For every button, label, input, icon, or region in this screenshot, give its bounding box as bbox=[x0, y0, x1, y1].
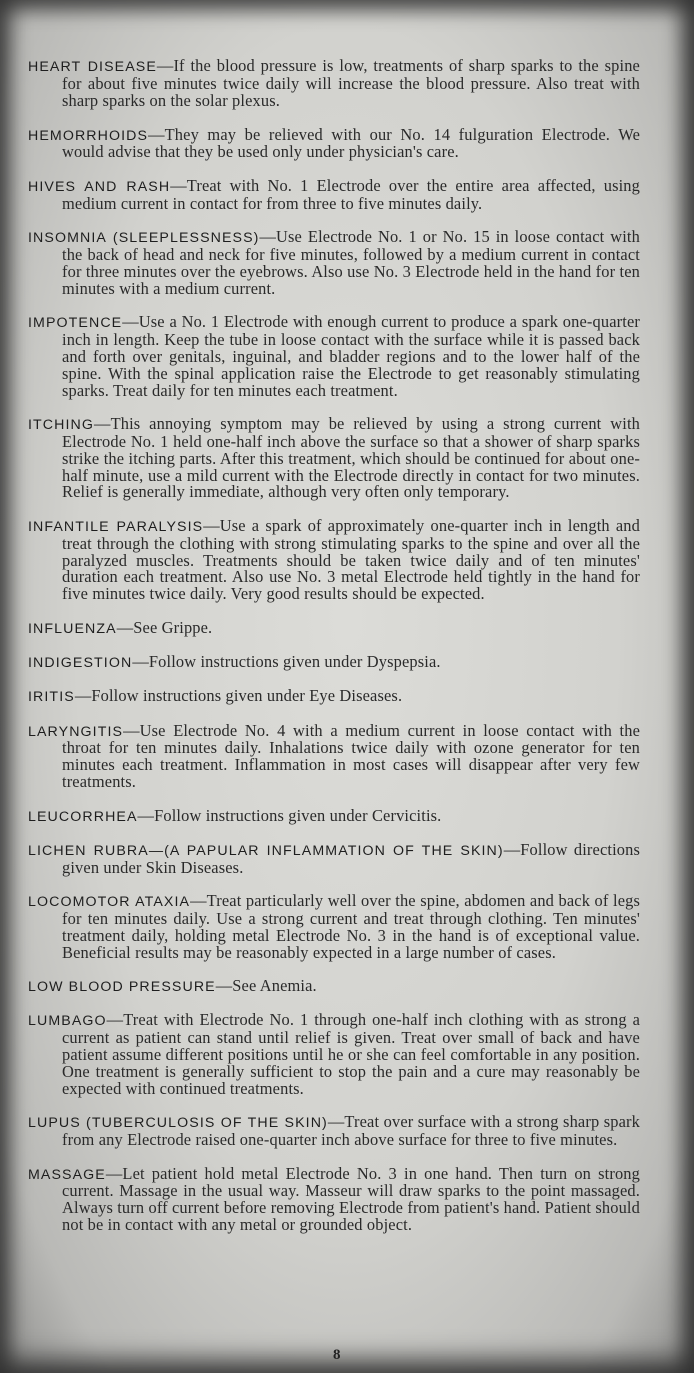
entry-text: This annoying symptom may be relieved by using a strong current with Electrode No. 1 held one-half inch above the surface so that a shower of sharp sparks strike the itching parts. After this treatment, which should be continued for about one-half minute, use a mild current with the Electrode directly in contact for two minutes. Relief is generally immediate, although very often only temporary. bbox=[62, 413, 640, 502]
entry-iritis bbox=[28, 688, 640, 706]
dash: — bbox=[116, 617, 134, 637]
entry-heading: INFANTILE PARALYSIS bbox=[28, 518, 204, 535]
entry-text: Follow instructions given under Eye Diseases. bbox=[91, 686, 403, 706]
dash: — bbox=[156, 56, 174, 76]
entry-heading: HEART DISEASE bbox=[28, 59, 157, 76]
entry-text: Treat with Electrode No. 1 through one-half inch clothing with as strong a current as patient can stand until relief is given. Treat over small of back and have patient assume different positions until he or she can feel comfortable in any position. One treatment is generally sufficient to stop the pain and a cure may reasonably be expected with continued treatments. bbox=[62, 1010, 640, 1099]
entry-heading: LICHEN RUBRA—(A PAPULAR INFLAMMATION OF THE SKIN) bbox=[28, 842, 504, 859]
entry-text: See Anemia. bbox=[232, 976, 317, 996]
dash: — bbox=[132, 651, 149, 671]
entry-text: Use Electrode No. 1 or No. 15 in loose contact with the back of head and neck for five minutes, followed by a medium current in contact for three minutes over the eyebrows. Also use No. 3 Electrode held in the hand for ten minutes with a medium current. bbox=[62, 226, 640, 298]
entry-text: Let patient hold metal Electrode No. 3 in one hand. Then turn on strong current. Massage in the usual way. Masseur will draw sparks to the point massaged. Always turn off current before removing Electrode from patient's hand. Patient should not be in contact with any metal or grounded object. bbox=[62, 1163, 640, 1235]
entry-heading: LEUCORRHEA bbox=[28, 808, 138, 825]
dash: — bbox=[94, 413, 111, 433]
dash: — bbox=[259, 226, 277, 246]
entry-heading: IRITIS bbox=[28, 689, 75, 706]
entry-text: They may be relieved with our No. 14 fulguration Electrode. We would advise that they be used only under physician's care. bbox=[62, 124, 640, 162]
entry-low-blood-pressure bbox=[28, 978, 640, 996]
entry-massage bbox=[28, 1163, 640, 1235]
entry-locomotor-ataxia bbox=[28, 893, 640, 962]
entry-infantile-paralysis bbox=[28, 515, 640, 604]
entry-heading: HIVES AND RASH bbox=[28, 178, 171, 195]
dash: — bbox=[327, 1112, 345, 1132]
entry-heading: INDIGESTION bbox=[28, 654, 133, 671]
entry-impotence bbox=[28, 311, 640, 400]
entry-itching bbox=[28, 413, 640, 502]
entry-text: Follow instructions given under Cervicitis. bbox=[154, 805, 442, 825]
dash: — bbox=[123, 720, 140, 740]
entry-text: See Grippe. bbox=[133, 617, 213, 637]
entry-heading: LOCOMOTOR ATAXIA bbox=[28, 894, 191, 911]
dash: — bbox=[74, 686, 92, 706]
entry-heading: MASSAGE bbox=[28, 1166, 106, 1183]
entry-heading: LOW BLOOD PRESSURE bbox=[28, 979, 216, 996]
dash: — bbox=[503, 839, 521, 859]
entry-heading: LUMBAGO bbox=[28, 1013, 107, 1030]
dash: — bbox=[203, 515, 220, 535]
entry-lumbago bbox=[28, 1012, 640, 1098]
entry-text: Treat over surface with a strong sharp spark from any Electrode raised one-quarter inch above surface for three to five minutes. bbox=[62, 1112, 640, 1150]
entry-text: Use a spark of approximately one-quarter inch in length and treat through the clothing with strong stimulating sparks to the spine and over all the paralyzed muscles. Treatments should be taken twice daily and of ten minutes' duration each treatment. Also use No. 3 metal Electrode held tightly in the hand for five minutes twice daily. Very good results should be expected. bbox=[62, 515, 640, 604]
entry-indigestion bbox=[28, 651, 640, 672]
dash: — bbox=[170, 175, 187, 195]
treatment-list bbox=[28, 42, 640, 1240]
entry-text: Use Electrode No. 4 with a medium current in loose contact with the throat for ten minutes daily. Inhalations twice daily with ozone generator for ten minutes each treatment. Inflammation in most cases will disappear after very few treatments. bbox=[62, 720, 640, 792]
entry-hemorrhoids bbox=[28, 124, 640, 162]
entry-laryngitis bbox=[28, 720, 640, 792]
entry-influenza bbox=[28, 617, 640, 638]
entry-heading: IMPOTENCE bbox=[28, 314, 123, 331]
entry-lupus bbox=[28, 1114, 640, 1149]
dash: — bbox=[106, 1010, 124, 1030]
entry-heading: LARYNGITIS bbox=[28, 723, 124, 740]
entry-heart-disease bbox=[28, 58, 640, 110]
entry-text: Treat particularly well over the spine, abdomen and back of legs for ten minutes daily. Use a strong current and treat through clothing. Ten minutes' treatment daily, holding metal Electrode No. 3 in the hand is of exceptional value. Beneficial results may be reasonably expected in a large number of cases. bbox=[62, 891, 640, 962]
entry-heading: LUPUS (TUBERCULOSIS OF THE SKIN) bbox=[28, 1115, 328, 1132]
entry-insomnia bbox=[28, 226, 640, 298]
entry-heading: ITCHING bbox=[28, 416, 95, 433]
dash: — bbox=[148, 124, 165, 144]
entry-text: Treat with No. 1 Electrode over the entire area affected, using medium current in contact for from three to five minutes daily. bbox=[62, 175, 640, 213]
dash: — bbox=[137, 805, 155, 825]
dash: — bbox=[105, 1163, 123, 1183]
entry-heading: INFLUENZA bbox=[28, 620, 117, 637]
dash: — bbox=[215, 976, 233, 996]
entry-text: Follow directions given under Skin Diseases. bbox=[62, 839, 640, 877]
entry-text: Follow instructions given under Dyspepsia. bbox=[148, 651, 441, 671]
dash: — bbox=[190, 891, 207, 911]
entry-hives-and-rash bbox=[28, 175, 640, 213]
dash: — bbox=[122, 311, 139, 331]
page-number: 8 bbox=[333, 1347, 341, 1363]
entry-text: If the blood pressure is low, treatments of sharp sparks to the spine for about five minutes twice daily will increase the blood pressure. Also treat with sharp sparks on the solar plexus. bbox=[62, 56, 640, 111]
entry-leucorrhea bbox=[28, 805, 640, 826]
entry-lichen-rubra bbox=[28, 839, 640, 877]
entry-heading: INSOMNIA (SLEEPLESSNESS) bbox=[28, 229, 260, 246]
entry-heading: HEMORRHOIDS bbox=[28, 127, 149, 144]
entry-text: Use a No. 1 Electrode with enough current to produce a spark one-quarter inch in length. Keep the tube in loose contact with the surface while it is passed back and forth over genitals, inguinal, and bladder regions and to the lower half of the spine. With the spinal application raise the Electrode to get reasonably stimulating sparks. Treat daily for ten minutes each treatment. bbox=[62, 311, 640, 400]
